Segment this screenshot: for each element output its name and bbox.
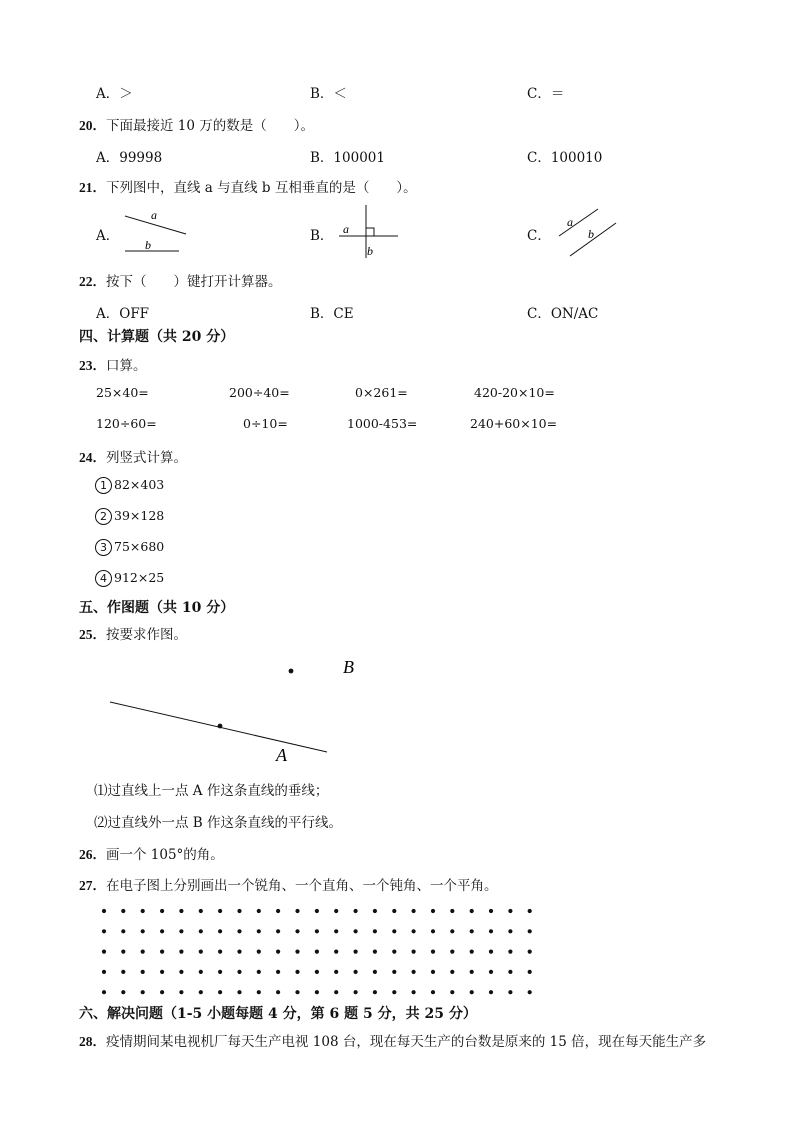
grid-dot xyxy=(160,929,164,933)
q21-figure-a xyxy=(125,208,186,252)
circled-number-3: 3 xyxy=(95,539,112,556)
q19-option-a: A．＞ xyxy=(96,86,133,102)
q21-number: 21． xyxy=(79,180,106,195)
grid-dot xyxy=(276,929,280,933)
q23-stem xyxy=(79,354,147,374)
grid-dot xyxy=(315,929,319,933)
q25-sub-2: ⑵过直线外一点 B 作这条直线的平行线。 xyxy=(94,815,343,831)
q25-number: 25． xyxy=(79,627,106,642)
q21-option-b: B． xyxy=(310,228,334,244)
grid-dot xyxy=(373,970,377,974)
grid-dot xyxy=(257,990,261,994)
grid-dot xyxy=(276,990,280,994)
grid-dot xyxy=(179,929,183,933)
oral-calc-3: 0×261= xyxy=(355,385,408,400)
grid-dot xyxy=(218,950,222,954)
grid-dot xyxy=(334,970,338,974)
grid-dot xyxy=(450,950,454,954)
label-a: A xyxy=(276,745,287,765)
grid-dot xyxy=(102,929,106,933)
oral-calc-5: 120÷60= xyxy=(96,416,157,431)
q25-stem xyxy=(79,623,187,643)
grid-dot xyxy=(431,970,435,974)
grid-dot xyxy=(334,990,338,994)
q22-option-b: B．CE xyxy=(310,306,354,322)
circled-number-2: 2 xyxy=(95,508,112,525)
grid-dot xyxy=(450,990,454,994)
grid-dot xyxy=(470,909,474,913)
grid-dot xyxy=(121,909,125,913)
oral-calc-7: 1000-453= xyxy=(347,416,418,431)
grid-dot xyxy=(141,990,145,994)
grid-dot xyxy=(276,970,280,974)
q28-number: 28． xyxy=(79,1034,106,1049)
q26-text: 画一个 105°的角。 xyxy=(106,847,224,863)
grid-dot xyxy=(354,970,358,974)
grid-dot xyxy=(160,950,164,954)
label-b: B xyxy=(343,657,354,677)
grid-dot xyxy=(141,970,145,974)
grid-dot xyxy=(508,990,512,994)
grid-dot xyxy=(121,970,125,974)
q21a-label-a: a xyxy=(151,208,157,222)
section-6-title: 六、解决问题（1-5 小题每题 4 分，第 6 题 5 分，共 25 分） xyxy=(79,1006,477,1022)
section-5-title: 五、作图题（共 10 分） xyxy=(79,600,235,616)
grid-dot xyxy=(160,990,164,994)
vertical-calc-3 xyxy=(95,539,164,556)
grid-dot xyxy=(450,929,454,933)
grid-dot xyxy=(354,909,358,913)
grid-dot xyxy=(489,990,493,994)
q25-sub-1: ⑴过直线上一点 A 作这条直线的垂线； xyxy=(94,783,329,799)
q20-option-b: B．100001 xyxy=(310,150,385,166)
grid-dot xyxy=(334,929,338,933)
grid-dot xyxy=(237,950,241,954)
grid-dot xyxy=(470,970,474,974)
grid-dot xyxy=(392,990,396,994)
grid-dot xyxy=(179,909,183,913)
grid-dot xyxy=(508,970,512,974)
q22-number: 22． xyxy=(79,274,106,289)
grid-dot xyxy=(528,970,532,974)
q22-text: 按下（ ）键打开计算器。 xyxy=(106,274,282,290)
grid-dot xyxy=(199,929,203,933)
grid-dot xyxy=(237,990,241,994)
grid-dot xyxy=(315,990,319,994)
oral-calc-4: 420-20×10= xyxy=(474,385,555,400)
q25-figure xyxy=(110,657,354,765)
q22-option-a: A．OFF xyxy=(96,306,150,322)
grid-dot xyxy=(431,990,435,994)
q24-stem xyxy=(79,446,187,466)
grid-dot xyxy=(392,929,396,933)
grid-dot xyxy=(160,909,164,913)
oral-calc-1: 25×40= xyxy=(96,385,149,400)
q21a-label-b: b xyxy=(145,238,151,252)
grid-dot xyxy=(295,970,299,974)
grid-dot xyxy=(102,970,106,974)
grid-dot xyxy=(354,990,358,994)
grid-dot xyxy=(179,990,183,994)
grid-dot xyxy=(412,909,416,913)
q27-text: 在电子图上分别画出一个锐角、一个直角、一个钝角、一个平角。 xyxy=(106,878,498,894)
q20-option-c: C．100010 xyxy=(527,150,603,166)
grid-dot xyxy=(315,950,319,954)
grid-dot xyxy=(528,929,532,933)
grid-dot xyxy=(199,970,203,974)
q28-text: 疫情期间某电视机厂每天生产电视 108 台，现在每天生产的台数是原来的 15 倍，现在每天能生产多 xyxy=(106,1034,707,1050)
grid-dot xyxy=(392,909,396,913)
grid-dot xyxy=(470,990,474,994)
q27-stem xyxy=(79,874,498,894)
grid-dot xyxy=(141,909,145,913)
grid-dot xyxy=(315,970,319,974)
vertical-calc-3-expr: 75×680 xyxy=(114,539,165,554)
vertical-calc-4 xyxy=(95,570,164,587)
grid-dot xyxy=(218,929,222,933)
q27-dot-grid xyxy=(102,909,532,994)
q24-number: 24． xyxy=(79,450,106,465)
q21-text: 下列图中，直线 a 与直线 b 互相垂直的是（ ）。 xyxy=(106,180,417,196)
grid-dot xyxy=(199,909,203,913)
q21-option-c: C． xyxy=(527,228,551,244)
grid-dot xyxy=(257,970,261,974)
grid-dot xyxy=(528,909,532,913)
q26-stem xyxy=(79,843,224,863)
grid-dot xyxy=(412,970,416,974)
grid-dot xyxy=(199,990,203,994)
grid-dot xyxy=(431,950,435,954)
grid-dot xyxy=(412,929,416,933)
q21-figure-c xyxy=(559,209,616,256)
vertical-calc-2-expr: 39×128 xyxy=(114,508,165,523)
q20-number: 20． xyxy=(79,118,106,133)
circled-number-1: 1 xyxy=(95,477,112,494)
q26-number: 26． xyxy=(79,847,106,862)
circled-number-4: 4 xyxy=(95,570,112,587)
q23-text: 口算。 xyxy=(106,358,147,374)
q20-text: 下面最接近 10 万的数是（ ）。 xyxy=(106,118,315,134)
grid-dot xyxy=(489,950,493,954)
grid-dot xyxy=(489,970,493,974)
oral-calc-6: 0÷10= xyxy=(243,416,288,431)
grid-dot xyxy=(237,909,241,913)
oral-calc-2: 200÷40= xyxy=(229,385,290,400)
grid-dot xyxy=(295,929,299,933)
grid-dot xyxy=(354,950,358,954)
grid-dot xyxy=(257,929,261,933)
grid-dot xyxy=(257,950,261,954)
grid-dot xyxy=(237,929,241,933)
grid-dot xyxy=(102,950,106,954)
grid-dot xyxy=(218,990,222,994)
q22-option-c: C．ON/AC xyxy=(527,306,599,322)
grid-dot xyxy=(431,929,435,933)
grid-dot xyxy=(450,970,454,974)
grid-dot xyxy=(160,970,164,974)
grid-dot xyxy=(412,990,416,994)
point-a xyxy=(218,724,223,729)
grid-dot xyxy=(141,950,145,954)
grid-dot xyxy=(373,990,377,994)
q19-option-b: B．＜ xyxy=(310,86,347,102)
grid-dot xyxy=(276,909,280,913)
grid-dot xyxy=(121,929,125,933)
vertical-calc-4-expr: 912×25 xyxy=(114,570,165,585)
grid-dot xyxy=(508,929,512,933)
grid-dot xyxy=(102,909,106,913)
oral-calc-8: 240+60×10= xyxy=(470,416,558,431)
grid-dot xyxy=(373,909,377,913)
q21b-label-b: b xyxy=(367,244,373,258)
grid-dot xyxy=(218,909,222,913)
grid-dot xyxy=(102,990,106,994)
grid-dot xyxy=(218,970,222,974)
grid-dot xyxy=(392,950,396,954)
grid-dot xyxy=(199,950,203,954)
grid-dot xyxy=(489,909,493,913)
grid-dot xyxy=(295,990,299,994)
grid-dot xyxy=(141,929,145,933)
vertical-calc-2 xyxy=(95,508,164,525)
grid-dot xyxy=(276,950,280,954)
vertical-calc-1-expr: 82×403 xyxy=(114,477,165,492)
q22-stem xyxy=(79,270,282,290)
grid-dot xyxy=(334,909,338,913)
q20-option-a: A．99998 xyxy=(96,150,163,166)
grid-dot xyxy=(237,970,241,974)
grid-dot xyxy=(450,909,454,913)
grid-dot xyxy=(334,950,338,954)
q21-option-a: A． xyxy=(96,228,120,244)
q21c-label-b: b xyxy=(588,227,594,241)
grid-dot xyxy=(508,909,512,913)
grid-dot xyxy=(528,950,532,954)
section-4-title: 四、计算题（共 20 分） xyxy=(79,329,235,345)
grid-dot xyxy=(257,909,261,913)
grid-dot xyxy=(315,909,319,913)
grid-dot xyxy=(179,970,183,974)
grid-dot xyxy=(373,950,377,954)
vertical-calc-1 xyxy=(95,477,164,494)
q27-number: 27． xyxy=(79,878,106,893)
grid-dot xyxy=(528,990,532,994)
q28-stem xyxy=(79,1030,706,1050)
q23-number: 23． xyxy=(79,358,106,373)
q21b-label-a: a xyxy=(343,222,349,236)
grid-dot xyxy=(121,950,125,954)
grid-dot xyxy=(508,950,512,954)
grid-dot xyxy=(412,950,416,954)
q24-text: 列竖式计算。 xyxy=(106,450,187,466)
point-b xyxy=(289,669,294,674)
q19-option-c: C．＝ xyxy=(527,86,565,102)
grid-dot xyxy=(431,909,435,913)
grid-dot xyxy=(470,950,474,954)
grid-dot xyxy=(470,929,474,933)
grid-dot xyxy=(295,909,299,913)
q21-figure-b xyxy=(339,205,398,258)
grid-dot xyxy=(392,970,396,974)
grid-dot xyxy=(373,929,377,933)
grid-dot xyxy=(489,929,493,933)
grid-dot xyxy=(179,950,183,954)
grid-dot xyxy=(295,950,299,954)
q25-text: 按要求作图。 xyxy=(106,627,187,643)
q21c-label-a: a xyxy=(567,215,573,229)
grid-dot xyxy=(354,929,358,933)
grid-dot xyxy=(121,990,125,994)
